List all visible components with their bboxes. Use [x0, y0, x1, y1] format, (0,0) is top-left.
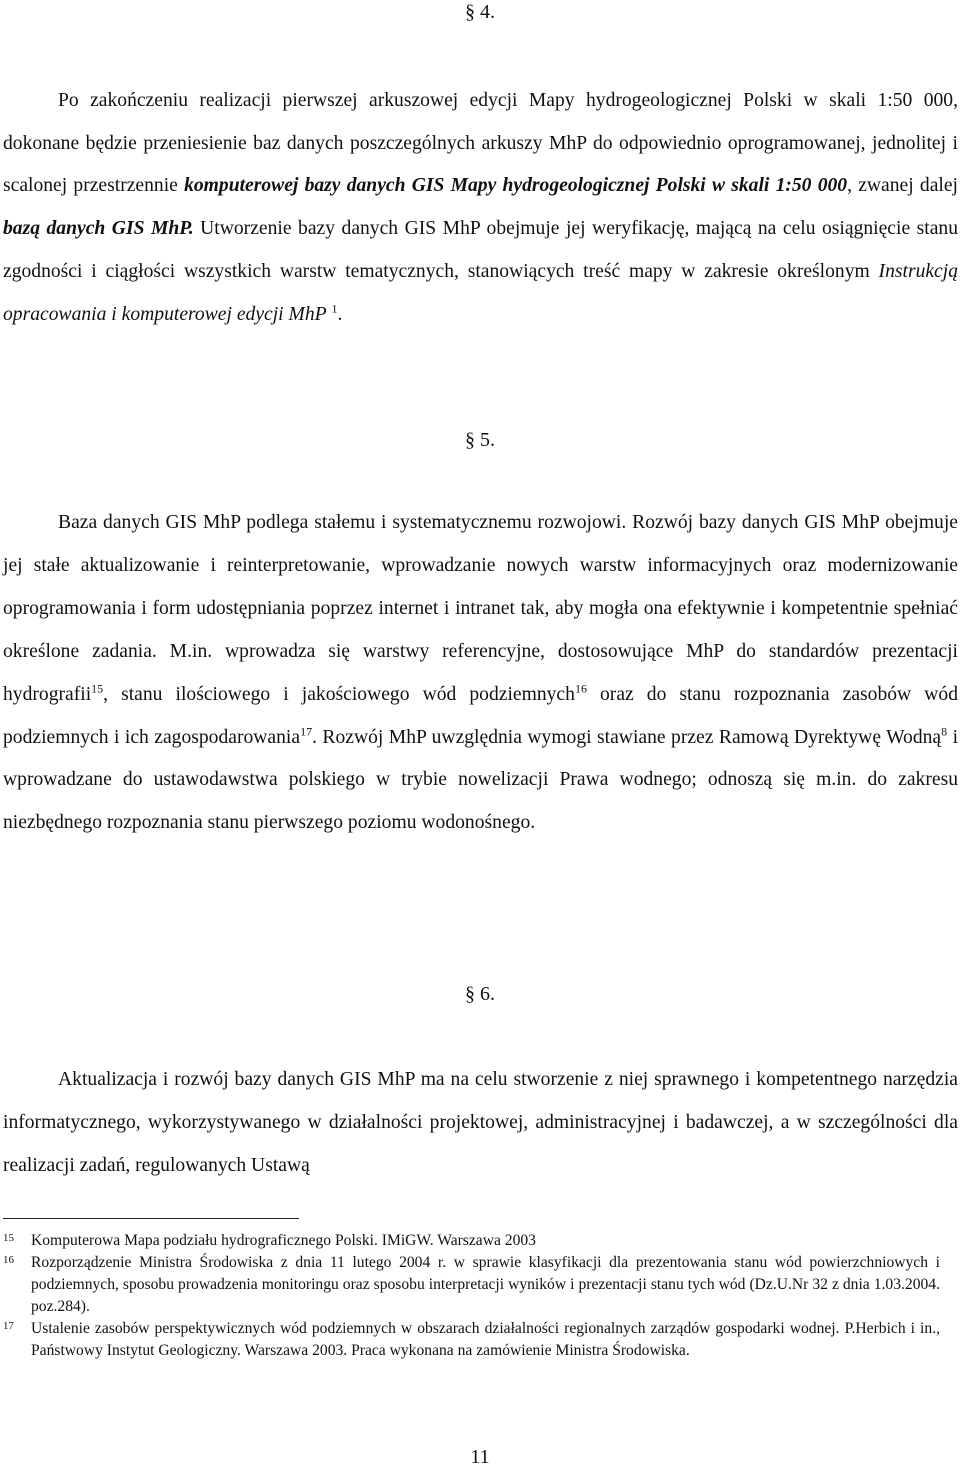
- footnote-ref-17: 17: [300, 724, 313, 738]
- footnote-text: Ustalenie zasobów perspektywicznych wód podziemnych w obszarach działalności regionalnych zarządów gospodarki wodnej. P.Herbich i in., Państwowy Instytut Geologiczny. Warszawa 2003. Praca wykonana na zamówienie Ministra Środowiska.: [31, 1320, 940, 1359]
- p4-text-1: Po zakończeniu realizacji pierwszej arkuszowej edycji Mapy hydrogeologicznej Polski w skali 1:50 000, dokonane będzie przeniesienie baz danych poszczególnych arkuszy MhP do odpowiednio oprogramowanej, jednolitej i scalonej przestrzennie: [3, 90, 958, 197]
- footnote-text: Komputerowa Mapa podziału hydrograficznego Polski. IMiGW. Warszawa 2003: [31, 1232, 536, 1249]
- footnote-16: [3, 1252, 940, 1318]
- footnote-15: [3, 1230, 940, 1252]
- p5-text-2: , stanu ilościowego i jakościowego wód podziemnych: [103, 683, 575, 705]
- p5-text-5: i wprowadzane do ustawodawstwa polskiego w trybie nowelizacji Prawa wodnego; odnoszą się m.in. do zakresu niezbędnego rozpoznania stanu pierwszego poziomu wodonośnego.: [3, 726, 959, 834]
- paragraph-6-text: Aktualizacja i rozwój bazy danych GIS MhP ma na celu stworzenie z niej sprawnego i kompetentnego narzędzia informatycznego, wykorzystywanego w działalności projektowej, administracyjnej i badawczej, a w szczególności dla realizacji zadań, regulowanych Ustawą: [3, 1069, 958, 1176]
- footnote-ref-15: 15: [91, 681, 104, 696]
- footnote-ref-1: 1: [331, 300, 338, 315]
- p4-text-3: Utworzenie bazy danych GIS MhP obejmuje jej weryfikację, mającą na celu osiągnięcie stanu zgodności i ciągłości wszystkich warstw tematycznych, stanowiących treść mapy w zakresie określonym: [3, 218, 959, 282]
- p5-text-1: Baza danych GIS MhP podlega stałemu i systematycznemu rozwojowi. Rozwój bazy danych GIS MhP obejmuje jej stałe aktualizowanie i reinterpretowanie, wprowadzanie nowych warstw informacyjnych oraz modernizowanie oprogramowania i form udostępniania poprzez internet i intranet tak, aby mogła ona efektywnie i kompetentnie spełniać określone zadania. M.in. wprowadza się warstwy referencyjne, dostosowujące MhP do standardów prezentacji hydrografii: [3, 512, 958, 705]
- p5-text-3: oraz do stanu rozpoznania zasobów wód podziemnych i ich zagospodarowania: [3, 683, 958, 748]
- footnote-number: 17: [3, 1320, 14, 1332]
- p4-text-2: , zwanej dalej: [847, 175, 958, 197]
- footnote-separator: [3, 1218, 299, 1219]
- footnote-ref-16: 16: [574, 681, 587, 696]
- paragraph-4-text: [3, 80, 958, 336]
- section-heading-5: § 5.: [465, 429, 495, 451]
- paragraph-section-6: [3, 1058, 958, 1187]
- page-number: 11: [470, 1446, 490, 1468]
- paragraph-section-5: [3, 502, 958, 845]
- paragraph-5-text: [3, 502, 958, 845]
- footnotes: [3, 1230, 940, 1362]
- paragraph-section-4: [3, 80, 958, 336]
- p5-text-4: . Rozwój MhP uwzględnia wymogi stawiane przez Ramową Dyrektywę Wodną: [312, 726, 942, 748]
- footnote-ref-8: 8: [941, 724, 948, 738]
- footnote-text: Rozporządzenie Ministra Środowiska z dnia 11 lutego 2004 r. w sprawie klasyfikacji dla prezentowania stanu wód powierzchniowych i podziemnych, sposobu prowadzenia monitoringu oraz sposobu interpretacji wyników i prezentacji stanu tych wód (Dz.U.Nr 32 z dnia 1.03.2004. poz.284).: [31, 1254, 940, 1315]
- p4-italic-title: Instrukcją opracowania i komputerowej edycji MhP: [3, 260, 958, 325]
- p4-bold-term-2: bazą danych GIS MhP.: [3, 218, 194, 240]
- footnote-number: 15: [3, 1232, 14, 1244]
- section-heading-4: § 4.: [465, 1, 495, 23]
- footnote-17: [3, 1318, 940, 1362]
- section-heading-6: § 6.: [465, 983, 495, 1005]
- p4-text-4: .: [337, 303, 343, 325]
- footnote-number: 16: [3, 1254, 14, 1266]
- p4-bold-term-1: komputerowej bazy danych GIS Mapy hydrogeologicznej Polski w skali 1:50 000: [184, 175, 848, 197]
